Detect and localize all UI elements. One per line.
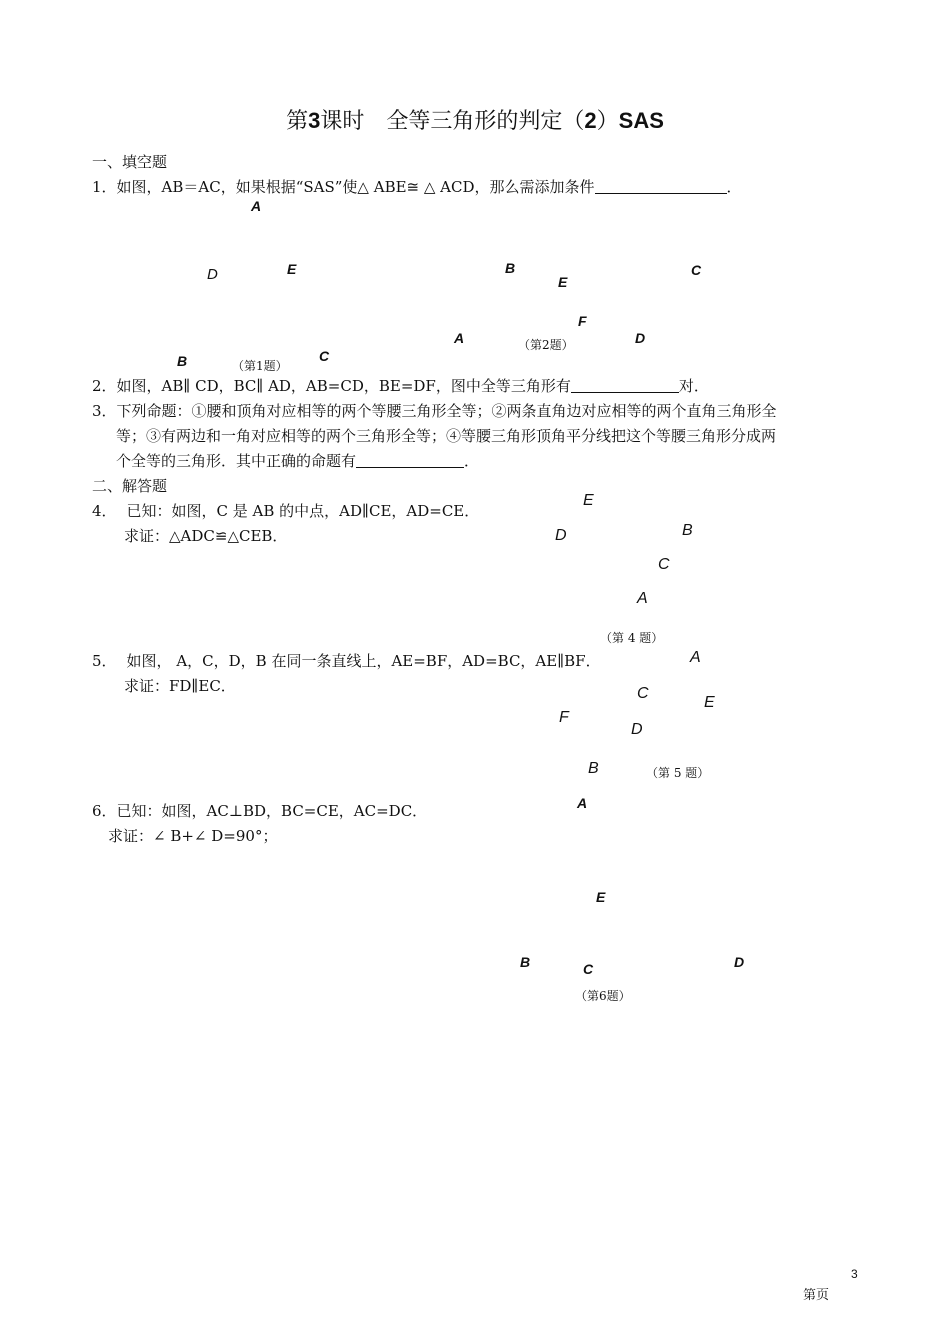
question-4 [92, 499, 479, 523]
section-heading-solve: 二、解答题 [92, 477, 168, 495]
fig1-label-E: E [287, 261, 297, 277]
question-text: 如图，AB＝AC，如果根据“SAS”使△ ABE≅ △ ACD，那么需添加条件 [116, 178, 595, 196]
question-1: 1．如图，AB＝AC，如果根据“SAS”使△ ABE≅ △ ACD，那么需添加条件 ． [92, 178, 742, 196]
fig1-label-B: B [177, 353, 188, 369]
fig1-label-C: C [319, 348, 330, 364]
question-2: 2．如图，AB∥ CD，BC∥ AD，AB=CD，BE=DF，图中全等三角形有 对． [92, 377, 709, 395]
fig2-caption: （第2题） [518, 338, 574, 352]
fig5-label-E: E [704, 694, 715, 711]
question-5 [92, 649, 601, 673]
question-text-line1: 下列命题：①腰和顶角对应相等的两个等腰三角形全等；②两条直角边对应相等的两个直角三角形全 [116, 402, 777, 420]
question-6-prove: 求证：∠ B+∠ D=90°； [108, 827, 278, 845]
question-number: 5． [92, 652, 117, 670]
answer-blank[interactable] [595, 177, 727, 194]
page-title: 第3课时 全等三角形的判定（2）SAS [286, 108, 664, 134]
fig5-label-D: D [631, 721, 643, 738]
fig1-label-D: D [207, 266, 218, 283]
question-given: 如图， A，C，D，B 在同一条直线上，AE=BF，AD=BC，AE∥BF． [126, 652, 601, 670]
fig6-label-B: B [520, 954, 531, 970]
page-number: 3 [851, 1267, 858, 1281]
question-6 [92, 799, 427, 823]
question-given: 已知：如图，AC⊥BD，BC=CE，AC=DC． [116, 802, 428, 820]
fig4-caption: （第 4 题） [600, 631, 664, 645]
question-3-line2: 等；③有两边和一角对应相等的两个三角形全等；④等腰三角形顶角平分线把这个等腰三角形分成两 [116, 427, 777, 445]
fig6-label-E: E [596, 889, 606, 905]
question-number: 3． [92, 402, 117, 420]
fig5-label-B: B [588, 760, 599, 777]
fig2-label-E: E [558, 274, 568, 290]
fig2-label-F: F [578, 313, 587, 329]
question-number: 2． [92, 377, 117, 395]
question-number: 1． [92, 178, 117, 196]
fig5-label-C: C [637, 685, 649, 702]
question-text: 如图，AB∥ CD，BC∥ AD，AB=CD，BE=DF，图中全等三角形有 [116, 377, 571, 395]
question-3-line3: 个全等的三角形．其中正确的命题有 ． [116, 452, 480, 470]
question-4-prove: 求证：△ADC≌△CEB． [124, 527, 288, 545]
fig2-label-D: D [635, 330, 646, 346]
fig4-label-B: B [682, 522, 693, 539]
question-5-prove: 求证：FD∥EC． [124, 677, 236, 695]
fig6-label-C: C [583, 961, 594, 977]
fig4-label-C: C [658, 556, 670, 573]
question-given: 已知：如图，C 是 AB 的中点，AD∥CE，AD=CE． [126, 502, 480, 520]
fig6-label-A: A [577, 795, 588, 811]
fig6-label-D: D [734, 954, 745, 970]
fig4-label-D: D [555, 527, 567, 544]
fig2-label-A: A [454, 330, 465, 346]
fig5-label-A: A [690, 649, 701, 666]
page-label: 第页 [803, 1288, 830, 1303]
fig1-caption: （第1题） [232, 359, 288, 373]
question-3 [92, 399, 777, 423]
section-heading-fill-in: 一、填空题 [92, 153, 168, 171]
fig2-label-B: B [505, 260, 516, 276]
fig2-label-C: C [691, 262, 702, 278]
fig1-label-A: A [251, 198, 262, 214]
answer-blank[interactable] [571, 376, 679, 393]
fig5-caption: （第 5 题） [646, 766, 710, 780]
fig6-caption: （第6题） [575, 989, 631, 1003]
question-number: 6． [92, 802, 117, 820]
fig5-label-F: F [559, 709, 569, 726]
fig4-label-E: E [583, 492, 594, 509]
fig4-label-A: A [637, 590, 648, 607]
question-number: 4． [92, 502, 117, 520]
answer-blank[interactable] [356, 451, 464, 468]
